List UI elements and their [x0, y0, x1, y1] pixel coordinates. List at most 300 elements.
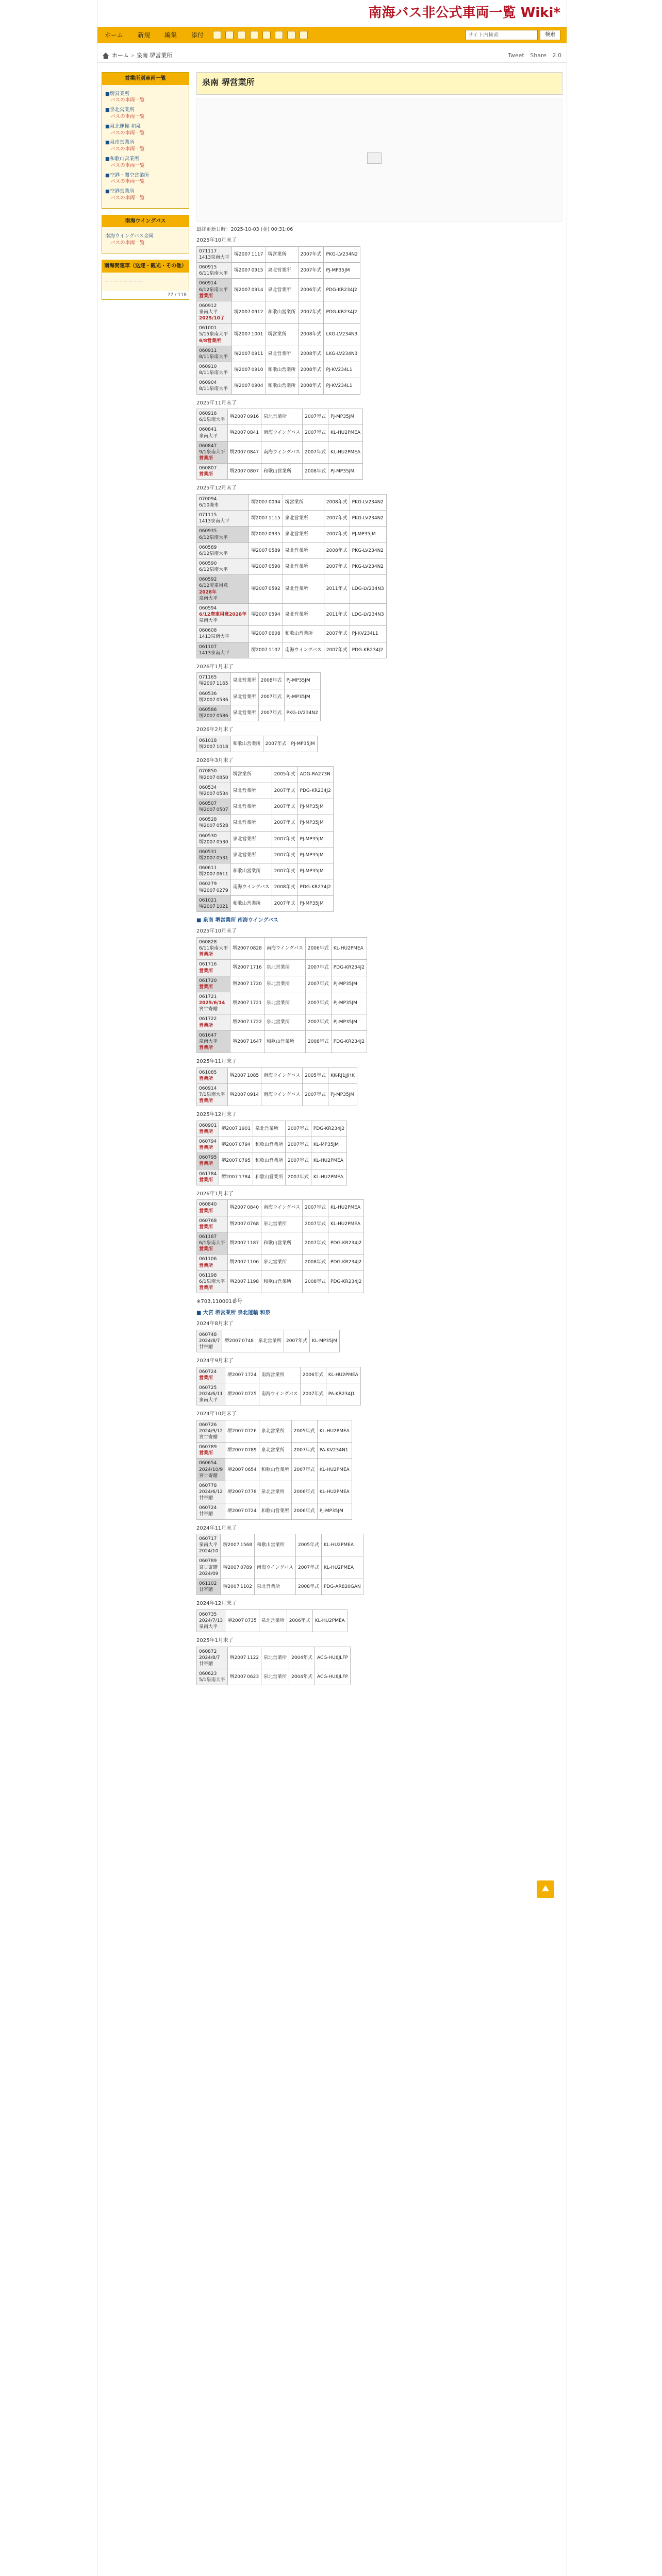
- table-row: [197, 783, 334, 799]
- vehicle-table: [196, 1420, 352, 1520]
- table-cell: 2011年式: [324, 575, 350, 604]
- table-cell: 2007年式: [298, 263, 324, 279]
- vehicle-id-cell: 060623 5/1泉南大平: [197, 1669, 228, 1685]
- site-logo[interactable]: 南海バス非公式車両一覧 Wiki*: [368, 5, 560, 21]
- table-cell: 堺2007 1784: [219, 1169, 253, 1185]
- table-cell: 堺2007 0789: [225, 1443, 259, 1459]
- table-cell: 南海ウイングバス: [255, 1556, 296, 1579]
- sidebar-item[interactable]: [105, 124, 186, 137]
- table-cell: PKG-LV234N2: [350, 543, 386, 558]
- table-row: [197, 1153, 347, 1169]
- table-cell: PJ-MP35JM: [289, 736, 317, 752]
- vehicle-sections: [196, 237, 562, 912]
- table-cell: PJ-MP35JM: [297, 863, 333, 879]
- table-cell: 2007年式: [291, 1459, 317, 1481]
- sidebar-item-label[interactable]: 南海ウイングバス金岡: [105, 233, 154, 240]
- table-row: [197, 1200, 364, 1216]
- table-cell: 南海ウイングバス: [259, 1383, 300, 1405]
- table-cell: 堺2007 1106: [227, 1255, 261, 1270]
- table-row: [197, 279, 360, 301]
- table-cell: 和歌山営業所: [261, 1232, 303, 1254]
- table-cell: KL-HU2PMEA: [321, 1534, 363, 1556]
- table-cell: 2008年式: [298, 362, 324, 378]
- table-row: [197, 1383, 361, 1405]
- sidebar-item-sub[interactable]: バスの車両一覧: [110, 179, 145, 185]
- table-cell: 2007年式: [291, 1443, 317, 1459]
- table-row: [197, 992, 367, 1014]
- vehicle-id-cell: 060935 6/12泉南大平: [197, 527, 249, 543]
- scroll-top-button[interactable]: [537, 1880, 554, 1898]
- table-row: [197, 1579, 363, 1595]
- vehicle-id-cell: 060840 営業所: [197, 1200, 228, 1216]
- table-cell: 堺2007 0592: [249, 575, 283, 604]
- table-cell: 泉北営業所: [259, 1609, 287, 1632]
- table-cell: PKG-LV234N2: [350, 511, 386, 527]
- table-cell: 泉北営業所: [259, 1443, 291, 1459]
- third-section-title: ■ 大宮 堺営業所 泉北運輸 和泉: [196, 1310, 271, 1316]
- table-cell: 堺2007 1085: [227, 1067, 261, 1083]
- table-cell: 和歌山営業所: [259, 1459, 291, 1481]
- vehicle-table: [196, 1067, 357, 1107]
- table-cell: 和歌山営業所: [230, 863, 272, 879]
- table-cell: PKG-LV234N2: [324, 246, 360, 262]
- table-row: [197, 1216, 364, 1232]
- table-cell: 堺2007 0795: [219, 1153, 253, 1169]
- vehicle-table: [196, 937, 367, 1053]
- table-cell: 2007年式: [303, 1232, 328, 1254]
- vehicle-id-cell: 061107 1413泉南大平: [197, 642, 249, 658]
- table-cell: PDG-KR234J2: [331, 960, 367, 976]
- table-row: [197, 736, 318, 752]
- share-buttons: [504, 52, 561, 60]
- menu-item-edit[interactable]: 編集: [164, 31, 177, 39]
- wing-section-title: ■ 泉南 堺営業所 南海ウイングバス: [196, 917, 278, 923]
- table-row: [197, 378, 360, 394]
- toolbar-icon[interactable]: [213, 31, 221, 39]
- table-cell: 2007年式: [303, 1083, 328, 1106]
- table-row: [197, 847, 334, 863]
- table-row: [197, 1137, 347, 1153]
- vehicle-table: [196, 1609, 347, 1632]
- table-cell: 2007年式: [305, 960, 331, 976]
- tweet-button[interactable]: Tweet: [508, 52, 524, 59]
- table-cell: 堺2007 0768: [227, 1216, 261, 1232]
- table-cell: PKG-LV234N2: [284, 705, 320, 721]
- section-heading: 2025年12月末了: [196, 485, 237, 492]
- table-cell: 2006年式: [291, 1481, 317, 1503]
- table-cell: 堺2007 0724: [225, 1503, 259, 1519]
- sidebar-item-sub[interactable]: バスの車両一覧: [110, 195, 145, 201]
- vehicle-id-cell: 060847 9/1泉南大平 営業所: [197, 441, 228, 463]
- section-heading: 2024年11月末了: [196, 1525, 237, 1531]
- table-cell: 2006年式: [305, 937, 331, 959]
- table-cell: 泉北営業所: [264, 976, 305, 992]
- sidebar-item-label[interactable]: ■堺営業所: [105, 91, 129, 97]
- table-cell: 2007年式: [258, 689, 284, 705]
- vehicle-id-cell: 060914 7/1泉南大平 営業所: [197, 1083, 228, 1106]
- table-cell: PJ-KV234L1: [350, 626, 386, 642]
- sidebar-item-sub[interactable]: バスの車両一覧: [110, 146, 145, 152]
- table-cell: PDG-KR234J2: [350, 642, 386, 658]
- table-cell: 和歌山営業所: [230, 895, 272, 911]
- breadcrumb-home[interactable]: ホーム: [112, 52, 129, 59]
- table-cell: 2007年式: [324, 511, 350, 527]
- table-cell: KL-HU2PMEA: [321, 1556, 363, 1579]
- vehicle-id-cell: 060592 6/12廃車用意 2028年 泉南大平: [197, 575, 249, 604]
- menu-item-home[interactable]: ホーム: [105, 31, 124, 39]
- table-cell: PJ-MP35JM: [284, 689, 320, 705]
- table-row: [197, 1083, 357, 1106]
- table-cell: 2006年式: [300, 1367, 326, 1383]
- vehicle-id-cell: 060912 泉南大平 2025/10了: [197, 301, 232, 323]
- table-cell: 泉北営業所: [266, 279, 298, 301]
- sidebar-item-label[interactable]: ーーーーーーーー: [105, 278, 145, 284]
- table-cell: PDG-KR234J2: [328, 1232, 364, 1254]
- search-button[interactable]: 検索: [540, 30, 560, 40]
- sidebar-box-title: 営業所別車両一覧: [102, 73, 189, 85]
- table-cell: 堺2007 1115: [249, 511, 283, 527]
- table-row: [197, 558, 387, 574]
- table-cell: 2005年式: [291, 1420, 317, 1442]
- table-cell: 2008年式: [303, 464, 328, 480]
- sidebar-item-label[interactable]: ■空港営業所: [105, 189, 135, 195]
- table-cell: PA-KV234N1: [317, 1443, 352, 1459]
- table-cell: 2007年式: [300, 1383, 326, 1405]
- sidebar-item-label[interactable]: ■和歌山営業所: [105, 156, 139, 162]
- table-row: [197, 1367, 361, 1383]
- vehicle-table: [196, 766, 334, 912]
- table-cell: 2008年式: [258, 673, 284, 689]
- toolbar-icon[interactable]: [225, 31, 234, 39]
- table-cell: 堺2007 0778: [225, 1481, 259, 1503]
- table-cell: 堺2007 0726: [225, 1420, 259, 1442]
- table-cell: PJ-MP35JM: [324, 263, 360, 279]
- vehicle-id-cell: 061102 廿寄贈: [197, 1579, 221, 1595]
- table-cell: 泉北営業所: [230, 799, 272, 815]
- share-button[interactable]: Share: [530, 52, 547, 59]
- sidebar-item-label[interactable]: ■泉北営業所: [105, 107, 135, 113]
- main-content: [196, 72, 562, 1690]
- toolbar-icon[interactable]: [275, 31, 283, 39]
- table-row: [197, 1169, 347, 1185]
- table-cell: 2006年式: [287, 1609, 312, 1632]
- sidebar-item-sub[interactable]: バスの車両一覧: [110, 113, 145, 120]
- table-cell: 泉北営業所: [261, 1255, 303, 1270]
- table-cell: 2007年式: [303, 425, 328, 441]
- table-cell: 堺2007 0623: [227, 1669, 261, 1685]
- table-cell: 泉北営業所: [283, 603, 324, 625]
- table-row: [197, 815, 334, 831]
- table-cell: 2007年式: [272, 831, 297, 847]
- table-cell: PJ-KV234L1: [324, 378, 360, 394]
- table-cell: 南海ウイングバス: [261, 1200, 303, 1216]
- sidebar-item-sub[interactable]: バスの車両一覧: [110, 162, 145, 168]
- table-cell: 2007年式: [303, 1200, 328, 1216]
- sidebar-item[interactable]: [105, 91, 186, 105]
- table-cell: 堺2007 0094: [249, 494, 283, 510]
- table-row: [197, 425, 363, 441]
- table-cell: PJ-MP35JM: [317, 1503, 352, 1519]
- table-row: [197, 1270, 364, 1293]
- table-cell: 2004年式: [289, 1647, 315, 1669]
- table-cell: 泉北営業所: [264, 992, 305, 1014]
- table-cell: 2007年式: [285, 1121, 311, 1137]
- table-cell: 堺2007 1001: [231, 324, 266, 346]
- table-cell: 堺2007 1107: [249, 642, 283, 658]
- table-cell: 2007年式: [272, 847, 297, 863]
- table-row: [197, 1014, 367, 1030]
- section-heading: 2026年2月末了: [196, 727, 234, 733]
- toolbar-icon[interactable]: [300, 31, 308, 39]
- table-cell: 泉北営業所: [230, 831, 272, 847]
- table-cell: 2008年式: [305, 1030, 331, 1053]
- table-cell: KL-HU2PMEA: [311, 1169, 346, 1185]
- table-cell: 2006年式: [298, 279, 324, 301]
- table-cell: PDG-KR234J2: [331, 1030, 367, 1053]
- table-row: [197, 689, 321, 705]
- table-cell: PDG-KR234J2: [297, 783, 333, 799]
- sidebar-item-label[interactable]: ■泉北運輸 和泉: [105, 123, 141, 129]
- sidebar-item-sub[interactable]: バスの車両一覧: [110, 130, 145, 136]
- table-cell: 堺2007 0912: [231, 301, 266, 323]
- table-cell: 2008年式: [324, 543, 350, 558]
- table-cell: LKG-LV234N3: [324, 324, 360, 346]
- table-row: [197, 1420, 352, 1442]
- table-cell: 泉北営業所: [259, 1420, 291, 1442]
- image-icon: [367, 152, 382, 164]
- table-cell: 堺2007 0915: [231, 263, 266, 279]
- vehicle-id-cell: 060590 6/12泉南大平: [197, 558, 249, 574]
- vehicle-table: [196, 1199, 364, 1293]
- table-cell: 堺2007 0608: [249, 626, 283, 642]
- table-cell: 堺2007 0725: [225, 1383, 259, 1405]
- table-cell: 2007年式: [324, 642, 350, 658]
- table-cell: 泉北営業所: [264, 960, 305, 976]
- vehicle-id-cell: 060794 営業所: [197, 1137, 219, 1153]
- vehicle-id-cell: 060915 6/11泉南大平: [197, 263, 232, 279]
- breadcrumb-current: 泉南 堺営業所: [136, 52, 173, 59]
- table-cell: PJ-MP35JM: [297, 895, 333, 911]
- table-cell: 堺営業所: [266, 324, 298, 346]
- table-cell: 2007年式: [272, 783, 297, 799]
- sidebar-item[interactable]: [105, 156, 186, 170]
- table-cell: 堺2007 1122: [227, 1647, 261, 1669]
- table-cell: 堺2007 0910: [231, 362, 266, 378]
- table-cell: PJ-MP35JM: [350, 527, 386, 543]
- vehicle-id-cell: 071165 堺2007 1165: [197, 673, 231, 689]
- vehicle-id-cell: 060528 堺2007 0528: [197, 815, 231, 831]
- sidebar-item-label[interactable]: ■空港・関空営業所: [105, 172, 149, 178]
- toolbar-icon[interactable]: [238, 31, 246, 39]
- sidebar-item[interactable]: [105, 107, 186, 121]
- photo-area: [196, 98, 562, 222]
- sidebar-item[interactable]: [105, 140, 186, 153]
- footnote: ※703,110001番号: [196, 1299, 242, 1305]
- table-cell: 和歌山営業所: [266, 362, 298, 378]
- table-cell: 泉北営業所: [230, 783, 272, 799]
- table-cell: 泉北営業所: [230, 705, 258, 721]
- table-row: [197, 603, 387, 625]
- menu-item-new[interactable]: 新規: [138, 31, 151, 39]
- sidebar-item[interactable]: [105, 189, 186, 202]
- menu-item-attach[interactable]: 添付: [191, 31, 204, 39]
- table-row: [197, 409, 363, 425]
- section-heading: 2025年12月末了: [196, 1112, 237, 1118]
- breadcrumb: [97, 49, 567, 63]
- table-cell: 堺2007 0828: [230, 937, 264, 959]
- table-cell: 2007年式: [305, 976, 331, 992]
- table-cell: 泉北営業所: [230, 847, 272, 863]
- section-heading: 2024年12月末了: [196, 1601, 237, 1607]
- section-heading: 2024年9月末了: [196, 1358, 234, 1364]
- table-cell: 泉北営業所: [256, 1330, 284, 1352]
- table-cell: KL-HU2PMEA: [317, 1481, 352, 1503]
- table-cell: 南海ウイングバス: [283, 642, 324, 658]
- table-row: [197, 575, 387, 604]
- home-icon[interactable]: [103, 53, 109, 59]
- table-cell: 2008年式: [298, 324, 324, 346]
- table-row: [197, 1647, 351, 1669]
- toolbar-icon[interactable]: [287, 31, 295, 39]
- vehicle-id-cell: 060901 営業所: [197, 1121, 219, 1137]
- sidebar-box-title: 南海関連車（送迎・観光・その他）: [102, 260, 189, 273]
- table-row: [197, 1232, 364, 1254]
- table-cell: 堺2007 0847: [227, 441, 261, 463]
- sidebar-item-sub[interactable]: バスの車両一覧: [110, 240, 145, 246]
- table-cell: 和歌山営業所: [253, 1153, 285, 1169]
- table-cell: PJ-KV234L1: [324, 362, 360, 378]
- vehicle-id-cell: 060594 6/12廃車用意2028年 泉南大平: [197, 603, 249, 625]
- table-cell: 堺2007 0807: [227, 464, 261, 480]
- table-cell: KL-HU2PMEA: [317, 1459, 352, 1481]
- table-row: [197, 1255, 364, 1270]
- vehicle-id-cell: 060654 2024/10/9 宮廿寄贈: [197, 1459, 225, 1481]
- vehicle-id-cell: 061647 泉南大平 営業所: [197, 1030, 230, 1053]
- sidebar-counter: 77 / 118: [167, 293, 187, 298]
- table-row: [197, 263, 360, 279]
- table-cell: PKG-LV234N2: [350, 558, 386, 574]
- table-cell: KL-MP35JM: [311, 1137, 346, 1153]
- table-cell: PJ-MP35JM: [331, 992, 367, 1014]
- table-cell: PJ-MP35JM: [328, 1083, 357, 1106]
- table-row: [197, 246, 360, 262]
- table-cell: 泉北営業所: [261, 1669, 289, 1685]
- sidebar-item[interactable]: [105, 173, 186, 186]
- last-updated: 最終更新日時：2025-10-03 (金) 00:31:06: [196, 226, 293, 232]
- sidebar-item-sub[interactable]: バスの車両一覧: [110, 97, 145, 104]
- table-cell: 2007年式: [284, 1330, 310, 1352]
- search-input[interactable]: [466, 30, 538, 40]
- sidebar-item[interactable]: [105, 233, 186, 247]
- sidebar-item[interactable]: [105, 279, 186, 285]
- share-count: 2.0: [552, 52, 561, 59]
- vehicle-id-cell: 060608 1413泉南大平: [197, 626, 249, 642]
- table-row: [197, 626, 387, 642]
- table-cell: KL-HU2PMEA: [311, 1153, 346, 1169]
- vehicle-id-cell: 060872 2024/8/7 廿寄贈: [197, 1647, 228, 1669]
- table-cell: 泉北営業所: [261, 1216, 303, 1232]
- table-cell: 泉北営業所: [230, 815, 272, 831]
- table-cell: 泉北営業所: [283, 575, 324, 604]
- section-heading: 2024年8月末了: [196, 1321, 234, 1327]
- page-title: 泉南 堺営業所: [202, 77, 255, 87]
- vehicle-id-cell: 061085 営業所: [197, 1067, 228, 1083]
- sidebar-box-wing: [102, 215, 189, 253]
- table-cell: 和歌山営業所: [261, 1270, 303, 1293]
- vehicle-id-cell: 061198 6/1泉南大平 営業所: [197, 1270, 228, 1293]
- vehicle-table: [196, 736, 318, 752]
- table-cell: 泉北営業所: [230, 673, 258, 689]
- table-cell: 堺2007 1720: [230, 976, 264, 992]
- table-cell: 2007年式: [285, 1169, 311, 1185]
- table-cell: 和歌山営業所: [253, 1169, 285, 1185]
- header: [97, 0, 567, 59]
- sidebar-box-related: [102, 260, 189, 300]
- table-cell: 泉北営業所: [283, 527, 324, 543]
- table-cell: 堺2007 0935: [249, 527, 283, 543]
- table-cell: 堺2007 0654: [225, 1459, 259, 1481]
- vehicle-table: [196, 1367, 361, 1406]
- vehicle-id-cell: 060916 6/1泉南大平: [197, 409, 228, 425]
- table-cell: 和歌山営業所: [266, 378, 298, 394]
- vehicle-id-cell: 061018 堺2007 1018: [197, 736, 231, 752]
- table-cell: 堺営業所: [283, 494, 324, 510]
- table-cell: 泉北営業所: [259, 1481, 291, 1503]
- table-cell: LDG-LV234N3: [350, 575, 386, 604]
- table-row: [197, 527, 387, 543]
- toolbar-icon[interactable]: [262, 31, 271, 39]
- table-cell: PA-KR234J1: [326, 1383, 360, 1405]
- table-cell: 堺2007 1716: [230, 960, 264, 976]
- table-cell: PDG-AR820GAN: [321, 1579, 363, 1595]
- table-cell: 2008年式: [303, 1255, 328, 1270]
- wing-sections: [196, 928, 562, 1293]
- table-cell: 堺2007 0840: [227, 1200, 261, 1216]
- table-row: [197, 960, 367, 976]
- toolbar-icon[interactable]: [250, 31, 258, 39]
- table-row: [197, 1443, 352, 1459]
- table-cell: 2007年式: [305, 1014, 331, 1030]
- table-cell: 堺2007 0841: [227, 425, 261, 441]
- table-cell: 堺2007 0794: [219, 1137, 253, 1153]
- table-cell: PDG-KR234J2: [324, 279, 360, 301]
- table-cell: 堺2007 0748: [222, 1330, 256, 1352]
- vehicle-id-cell: 061720 営業所: [197, 976, 230, 992]
- table-cell: 2007年式: [285, 1153, 311, 1169]
- table-row: [197, 1459, 352, 1481]
- table-row: [197, 441, 363, 463]
- table-cell: 泉北営業所: [266, 263, 298, 279]
- table-cell: PJ-MP35JM: [284, 673, 320, 689]
- vehicle-id-cell: 060530 堺2007 0530: [197, 831, 231, 847]
- title-box: [196, 72, 562, 95]
- table-cell: 2005年式: [272, 767, 297, 783]
- table-row: [197, 831, 334, 847]
- table-row: [197, 879, 334, 895]
- table-cell: ACG-HU8JLFP: [315, 1647, 351, 1669]
- table-cell: 南海ウイングバス: [264, 937, 305, 959]
- vehicle-id-cell: 060789 宮廿寄贈 2024/09: [197, 1556, 221, 1579]
- sidebar-item-label[interactable]: ■泉南営業所: [105, 140, 135, 146]
- table-row: [197, 494, 387, 510]
- table-cell: 堺2007 1117: [231, 246, 266, 262]
- table-row: [197, 705, 321, 721]
- table-cell: 和歌山営業所: [253, 1137, 285, 1153]
- breadcrumb-trail: [112, 52, 172, 60]
- table-row: [197, 863, 334, 879]
- table-row: [197, 767, 334, 783]
- table-cell: 和歌山営業所: [230, 736, 263, 752]
